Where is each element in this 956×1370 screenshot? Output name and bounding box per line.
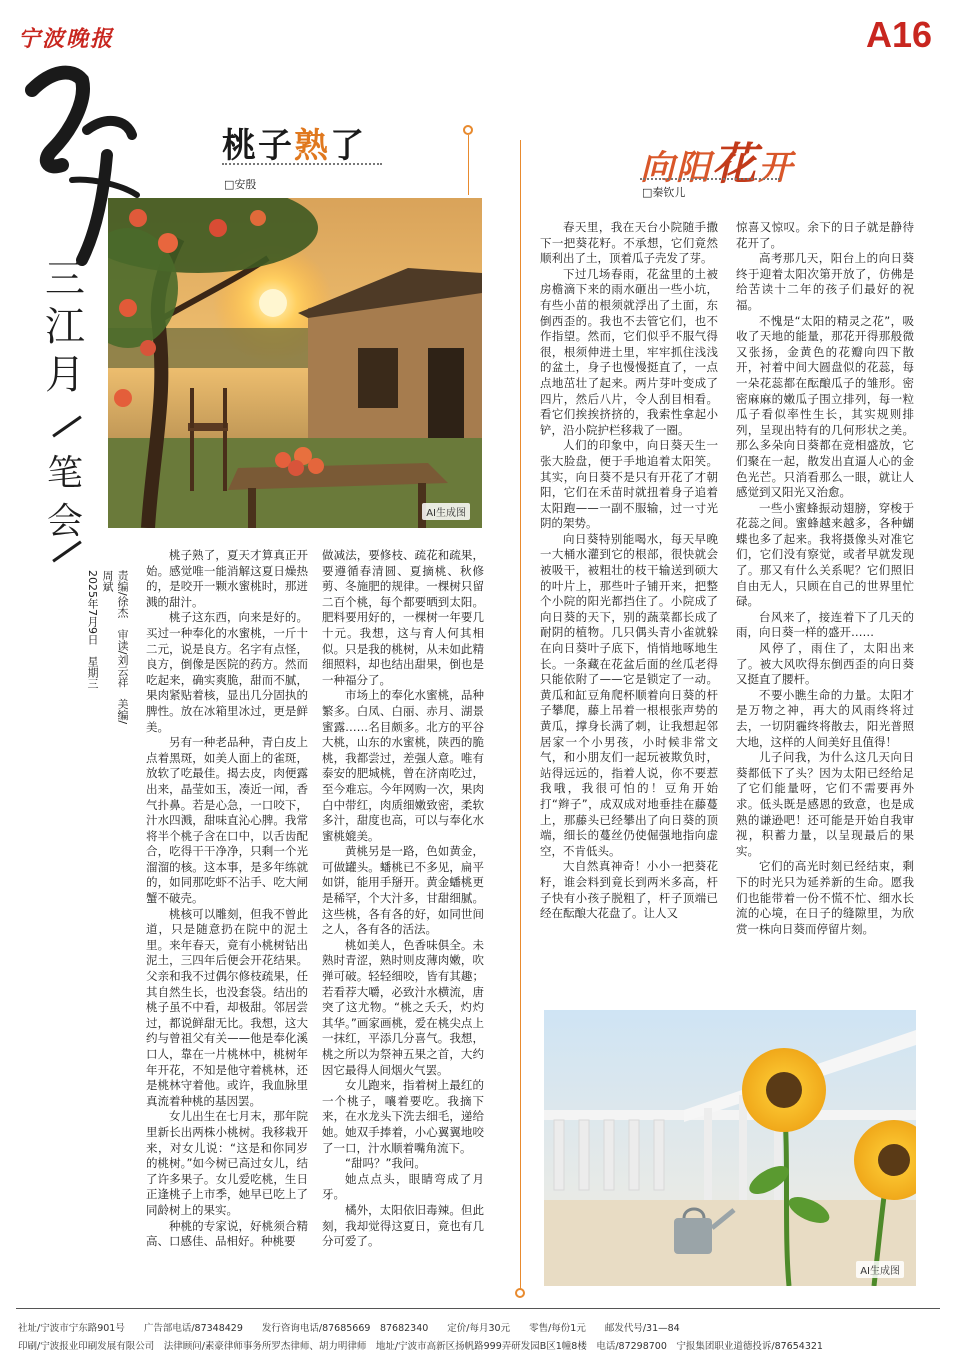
newspaper-logo: 宁波晚报 (18, 26, 115, 52)
paragraph: 下过几场春雨，花盆里的土被房檐滴下来的雨水砸出一些小坑，有些小苗的根须就浮出了土面，东倒西歪的。我也不去管它们，也不作指望。然而，它们似乎不服气得很，根须伸进土里，牢牢抓住浅浅的盆土，身子也慢慢挺直了，一点点地茁壮了起来。两片芽叶变成了四片，然后八片，令人刮目相看。看它们挨挨挤挤的，我索性拿起小铲，沿小院护栏移栽了一圈。 (540, 266, 718, 437)
article2-title-accent: 花 (712, 139, 758, 190)
paragraph: 人们的印象中，向日葵天生一张大脸盘，便于手地追着太阳笑。其实，向日葵不是只有开花了才朝阳，它们在禾苗时就扭着身子追着太阳跑——一副不服输，过一寸光阴的架势。 (540, 438, 718, 531)
article2-title-text: 向阳 (640, 148, 712, 188)
title-dotted-rule (222, 163, 382, 165)
editor-credits: 责编/徐杰 审读/刘云祥 美编/周斌 (101, 570, 129, 725)
column-title-char: 三 (45, 256, 85, 302)
article2-title-text: 开 (758, 148, 794, 188)
paragraph: 种桃的专家说，好桃须合精高、口感佳、品相好。种桃要 (146, 1218, 308, 1249)
decor-dot (463, 125, 473, 135)
paragraph: 桃核可以雕刻，但我不曾此道，只是随意扔在院中的泥土里。来年春天，竟有小桃树钻出泥土，三四年后便会开花结果。父亲和我不过偶尔修枝疏果，任其自然生长，也没套袋。结出的桃子虽不中看，却极甜。邻居尝过，都说鲜甜无比。我想，这大约与曾祖父有关——他是奉化溪口人，靠在一片桃林中，桃树年年开花，不知是他守着桃林，还是桃林守着他。或许，我血脉里真流着种桃的基因罢。 (146, 906, 308, 1108)
paragraph: 它们的高光时刻已经结束，剩下的时光只为延养新的生命。愿我们也能带着一份不慌不忙、细水长流的心境，在日子的缝隙里，为欣赏一株向日葵而停留片刻。 (736, 859, 914, 936)
article2-column-2 (736, 220, 914, 937)
decor-dot (515, 1288, 525, 1298)
paragraph: 她点点头，眼睛弯成了月牙。 (322, 1171, 484, 1202)
paragraph: 惊喜又惊叹。余下的日子就是静待花开了。 (736, 220, 914, 250)
article1-title (222, 118, 366, 167)
paragraph: 橘外，太阳依旧毒辣。但此刻，我却觉得这夏日，竟也有几分可爱了。 (322, 1202, 484, 1249)
article1-column-1 (146, 548, 308, 1250)
editor-meta (60, 570, 130, 730)
title-dotted-rule (640, 178, 780, 180)
column-title-char: 江 (45, 304, 85, 350)
paragraph: 黄桃另是一路，色如黄金，可做罐头。蟠桃已不多见，扁平如饼，能用手掰开。黄金蟠桃更是稀罕，个大汁多，甘甜细腻。这些桃，各有各的好，如同世间之人，各有各的活法。 (322, 844, 484, 937)
column-title (40, 255, 90, 399)
decor-line (468, 135, 469, 195)
paragraph: 一些小蜜蜂振动翅膀，穿梭于花蕊之间。蜜蜂越来越多，各种蝴蝶也多了起来。我将摄像头对准它们，它们没有察觉，或者早就发现了。那又有什么关系呢？它们照旧自由无人，只顾在自己的世界里忙碌。 (736, 500, 914, 609)
article1-byline: □安殷 (224, 178, 257, 191)
footer-rule (16, 1308, 940, 1309)
article1-title-accent: 熟 (294, 126, 330, 166)
column-subtitle-char: 笔 (46, 453, 83, 494)
paragraph: 桃子这东西，向来是好的。买过一种奉化的水蜜桃，一斤十二元，说是良方。名字有点怪，良方，倒像是医院的药方。然而吃起来，确实爽脆，甜而不腻，果肉紧贴着核，显出几分固执的脾性。放在冰箱里冰过，更是鲜美。 (146, 610, 308, 734)
issue-date: 2025年7月9日 星期三 (86, 570, 99, 689)
paragraph: 风停了，雨住了，太阳出来了。被大风吹得东倒西歪的向日葵又挺直了腰杆。 (736, 641, 914, 687)
paragraph: 桃子熟了，夏天才算真正开始。感觉唯一能消解这夏日燥热的，是咬开一颗水蜜桃时，那迸溅的甜汁。 (146, 548, 308, 609)
paragraph: 女儿跑来，指着树上最红的一个桃子，嚷着要吃。我摘下来，在水龙头下洗去细毛，递给她。她双手捧着，小心翼翼地咬了一口，汁水顺着嘴角流下。 (322, 1078, 484, 1155)
article1-title-text: 桃子 (222, 126, 294, 166)
paragraph: 向日葵特别能喝水，每天早晚一大桶水灌到它的根部，很快就会被吸干，被粗壮的枝干输送到硕大的叶片上，那些叶子铺开来，把整个小院的阳光都挡住了。小院成了向日葵的天下，别的蔬菜都长成了耐阴的植物。几只偶头青小雀就躲在向日葵叶子底下，悄悄地啄地生长。一条藏在花盆后面的丝瓜老得只能依附了——它是锁定了一动。黄瓜和缸豆角爬杯顺着向日葵的杆子攀爬，藤上吊着一根根张声势的黄瓜，撑身长满了刺，让我想起邻居家一个小男孩，小时候非常文气，和小朋友们一起玩被欺负时，站得远远的，指着人说，你不要惹我哦，我很可怕的！豆角开始打“辫子”，成双成对地垂挂在藤蔓上，那藤头已经攀出了向日葵的顶端，细长的蔓丝仍使倔强地指向虚空，不肯低头。 (540, 531, 718, 858)
ai-generated-tag: AI生成图 (856, 1261, 904, 1278)
divider-slash (52, 416, 82, 438)
paragraph: 桃如美人，色香味俱全。未熟时青涩，熟时则皮薄肉嫩，吹弹可破。轻轻细咬，皆有其趣；若看荐大嚼，必致汁水横流，唐突了这尤物。“桃之夭夭，灼灼其华。”画家画桃，爱在桃尖点上一抹红，平添几分喜气。我想，桃之所以为祭神五果之首，大约因它最得人间烟火气罢。 (322, 937, 484, 1077)
peach-orchard-photo (108, 198, 482, 528)
column-title-char: 月 (45, 352, 85, 398)
paragraph: 不要小瞧生命的力量。太阳才是万物之神，再大的风雨终将过去，一切阴霾终将散去，阳光普照大地，这样的人间美好且值得！ (736, 687, 914, 749)
column-divider-line (520, 140, 521, 1290)
footer-contact-line: 社址/宁波市宁东路901号 广告部电话/87348429 发行咨询电话/87685669 87682340 定价/每月30元 零售/每份1元 邮发代号/31—84 (18, 1323, 680, 1334)
sunflower-balcony-photo (544, 1010, 916, 1286)
footer-print-line: 印刷/宁波报业印刷发展有限公司 法律顾问/素豪律师事务所罗杰律师、胡力明律师 地址/宁波市高新区扬帆路999弄研发园B区1幢8楼 电话/87298700 宁报集团职业道德投诉/87654321 (18, 1341, 823, 1352)
paragraph: 春天里，我在天台小院随手撒下一把葵花籽。不承想，它们竟然顺利出了土，顶着瓜子壳发了芽。 (540, 220, 718, 266)
article1-column-2 (322, 548, 484, 1250)
sunflower-illustration (544, 1010, 916, 1286)
paragraph: 高考那几天，阳台上的向日葵终于迎着太阳次第开放了，仿佛是给苦读十二年的孩子们最好的祝福。 (736, 251, 914, 312)
ai-generated-tag: AI生成图 (422, 503, 470, 520)
paragraph: 女儿出生在七月末，那年院里新长出两株小桃树。我移栽开来，对女儿说：“这是和你同岁的桃树。”如今树已高过女儿，结了许多果子。女儿爱吃桃，生日正逢桃子上市季，她早已吃上了同龄树上的果实。 (146, 1109, 308, 1217)
article2-byline: □秦钦儿 (642, 186, 686, 199)
paragraph: 另有一种老品种，青白皮上点着黑斑，如美人面上的雀斑，放软了吃最佳。揭去皮，肉便露出来，晶莹如玉，凑近一闻，香气扑鼻。若是心急，一口咬下，汁水四溅，甜味直沁心脾。我常将半个桃子含在口中，以舌齿配合，吃得干干净净，只剩一个光溜溜的核。这本事，是多年练就的，如同那吃虾不沾手、吃大闸蟹不破壳。 (146, 735, 308, 906)
paragraph: 台风来了，接连着下了几天的雨，向日葵一样的盛开…… (736, 609, 914, 640)
peach-orchard-illustration (108, 198, 482, 528)
column-subtitle-char: 会 (46, 501, 83, 542)
paragraph: “甜吗？”我问。 (345, 1156, 426, 1171)
page-number: A16 (865, 14, 932, 55)
paragraph: 市场上的奉化水蜜桃，品种繁多。白凤、白丽、赤月、湖景蜜露……名目颇多。北方的平谷大桃，山东的水蜜桃，陕西的脆桃，我都尝过，差强人意。唯有泰安的肥城桃，曾在济南吃过，至今难忘。今年网购一次，果肉白中带红，肉质细嫩致密，柔软多汁，甜度也高，可以与奉化水蜜桃媲美。 (322, 688, 484, 843)
article2-title (640, 128, 794, 192)
paragraph: 儿子问我，为什么这几天向日葵都低下了头？因为太阳已经给足了它们能量呀，它们不需要再外求。低头既是感恩的致意，也是成熟的谦逊吧！还可能是开始自我审视，积蓄力量，以呈现最后的果实。 (736, 750, 914, 858)
article1-title-text: 了 (330, 126, 366, 166)
column-subtitle (40, 450, 90, 546)
article2-column-1 (540, 220, 718, 922)
paragraph: 大自然真神奇！小小一把葵花籽，谁会料到竟长到两米多高，杆子快有小孩子脱粗了，杆子顶端已经在酝酿大花盘了。让人又 (540, 859, 718, 921)
paragraph: 不愧是“太阳的精灵之花”，吸收了天地的能量，那花开得那般微又张扬，金黄色的花瓣向四下散开，衬着中间大圆盘似的花蕊，每一朵花蕊都在酝酿瓜子的雏形。密密麻麻的嫩瓜子围立排列，每一粒瓜子看似率性生长，其实规则排列，呈现出特有的几何形状之美。那么多朵向日葵都在竞相盛放，它们聚在一起，散发出直逼人心的金色光芒。只消看那么一眼，就让人感觉到又阳光又治愈。 (736, 313, 914, 500)
paragraph: 做减法，要修枝、疏花和疏果，要遵循春清圆、夏摘桃、秋修剪、冬施肥的规律。一棵树只留二百个桃，每个都要晒到太阳。肥料要用好的，一棵树一年要几十元。我想，这与育人何其相似。只是我的桃树，从未如此精细照料，却也结出甜果，倒也是一种福分了。 (322, 548, 484, 687)
